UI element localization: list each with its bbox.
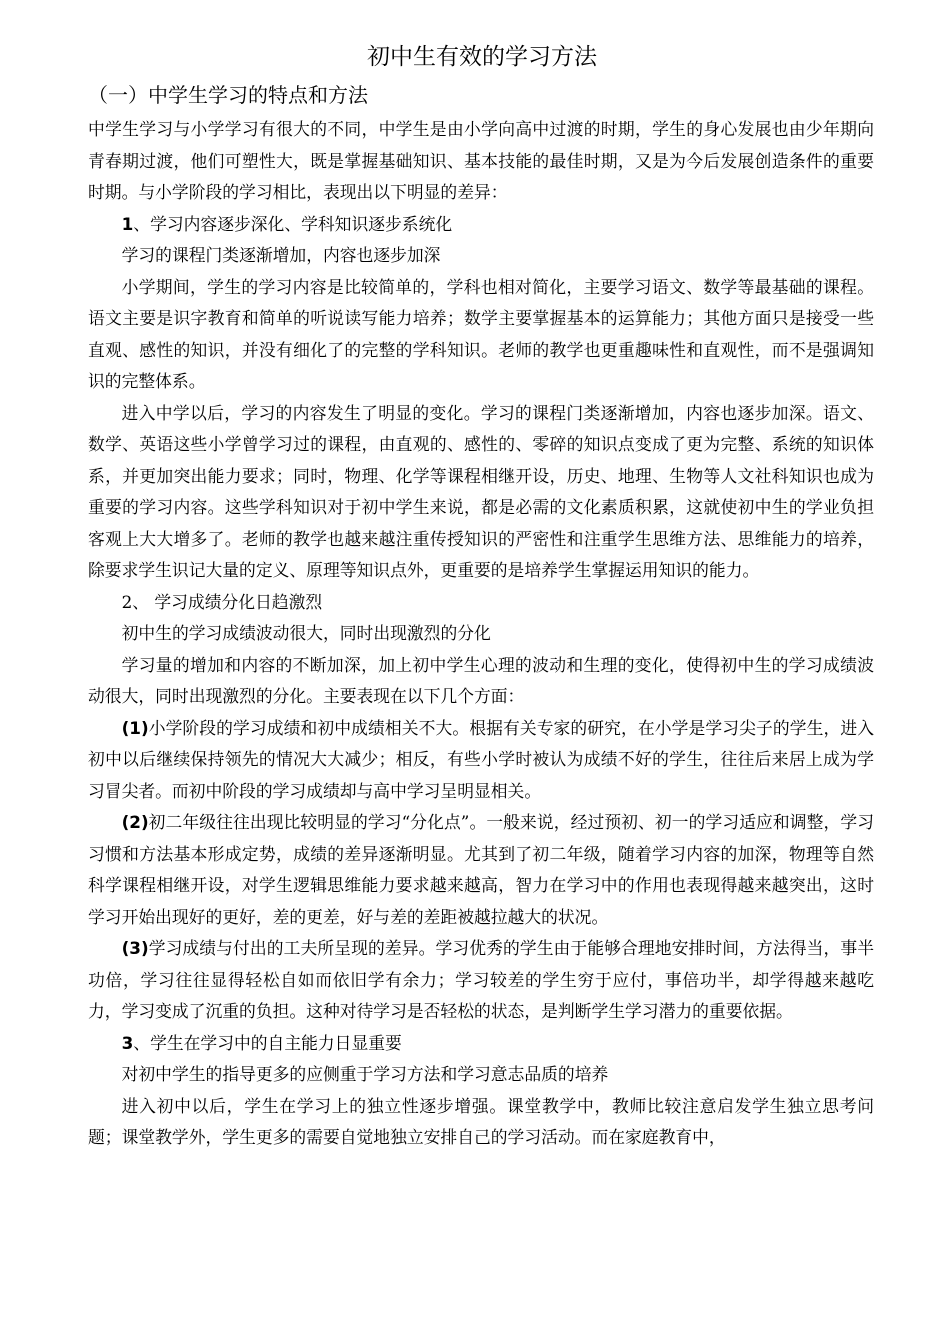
point-2-subheading: 初中生的学习成绩波动很大，同时出现激烈的分化 [121, 623, 491, 643]
section-heading: （一）中学生学习的特点和方法 [88, 83, 368, 107]
point-1-number: 1 [121, 213, 134, 234]
point-1-paragraph-2: 进入中学以后，学习的内容发生了明显的变化。学习的课程门类逐渐增加，内容也逐步加深。语文、数学、英语这些小学曾学习过的课程，由直观的、感性的、零碎的知识点变成了更为完整、系统的知识体系，并更加突出能力要求；同时，物理、化学等课程相继开设，历史、地理、生物等人文社科知识也成为重要的学习内容。这些学科知识对于初中学生来说，都是必需的文化素质积累，这就使初中生的学业负担客观上大大增多了。老师的教学也越来越注重传授知识的严密性和注重学生思维方法、思维能力的培养，除要求学生识记大量的定义、原理等知识点外，更重要的是培养学生掌握运用知识的能力。 [88, 402, 874, 580]
point-2-item-1 [88, 713, 874, 808]
point-3-heading-text: 、学生在学习中的自主能力日显重要 [133, 1032, 402, 1053]
point-2-paragraph-1: 学习量的增加和内容的不断加深，加上初中学生心理的波动和生理的变化，使得初中生的学习成绩波动很大，同时出现激烈的分化。主要表现在以下几个方面： [88, 654, 874, 706]
body-text [88, 114, 874, 1154]
point-3-number: 3 [121, 1032, 134, 1053]
intro-paragraph: 中学生学习与小学学习有很大的不同，中学生是由小学向高中过渡的时期，学生的身心发展也由少年期向青春期过渡，他们可塑性大，既是掌握基础知识、基本技能的最佳时期，又是为今后发展创造条件的重要时期。与小学阶段的学习相比，表现出以下明显的差异： [88, 119, 874, 202]
item-2-text: 初二年级往往出现比较明显的学习“分化点”。一般来说，经过预初、初一的学习适应和调整，学习习惯和方法基本形成定势，成绩的差异逐渐明显。尤其到了初二年级，随着学习内容的加深，物理等自然科学课程相继开设，对学生逻辑思维能力要求越来越高，智力在学习中的作用也表现得越来越突出，这时学习开始出现好的更好，差的更差，好与差的差距被越拉越大的状况。 [88, 812, 874, 927]
point-1-subheading: 学习的课程门类逐渐增加，内容也逐步加深 [121, 245, 441, 265]
point-3-subheading: 对初中学生的指导更多的应侧重于学习方法和学习意志品质的培养 [121, 1064, 609, 1084]
item-3-text: 学习成绩与付出的工夫所呈现的差异。学习优秀的学生由于能够合理地安排时间，方法得当，事半功倍，学习往往显得轻松自如而依旧学有余力；学习较差的学生穷于应付，事倍功半，却学得越来越吃力，学习变成了沉重的负担。这种对待学习是否轻松的状态，是判断学生学习潜力的重要依据。 [88, 938, 874, 1021]
page-title: 初中生有效的学习方法 [367, 44, 597, 70]
point-3-heading [88, 1028, 874, 1060]
point-2-item-2 [88, 807, 874, 933]
point-2-heading: 2、 学习成绩分化日趋激烈 [121, 591, 323, 612]
point-1-paragraph-1: 小学期间，学生的学习内容是比较简单的，学科也相对简化，主要学习语文、数学等最基础的课程。语文主要是识字教育和简单的听说读写能力培养；数学主要掌握基本的运算能力；其他方面只是接受一些直观、感性的知识，并没有细化了的完整的学科知识。老师的教学也更重趣味性和直观性，而不是强调知识的完整体系。 [88, 276, 874, 391]
item-2-number: (2) [121, 812, 149, 832]
point-1-heading [88, 209, 874, 241]
point-1-heading-text: 、学习内容逐步深化、学科知识逐步系统化 [133, 213, 453, 234]
point-3-paragraph-1: 进入初中以后，学生在学习上的独立性逐步增强。课堂教学中，教师比较注意启发学生独立思考问题；课堂教学外，学生更多的需要自觉地独立安排自己的学习活动。而在家庭教育中， [88, 1095, 874, 1147]
item-1-text: 小学阶段的学习成绩和初中成绩相关不大。根据有关专家的研究，在小学是学习尖子的学生，进入初中以后继续保持领先的情况大大减少；相反，有些小学时被认为成绩不好的学生，往往后来居上成为学习冒尖者。而初中阶段的学习成绩却与高中学习呈明显相关。 [88, 717, 874, 801]
item-1-number: (1) [121, 717, 149, 738]
item-3-number: (3) [121, 938, 149, 958]
point-2-item-3 [88, 933, 874, 1028]
